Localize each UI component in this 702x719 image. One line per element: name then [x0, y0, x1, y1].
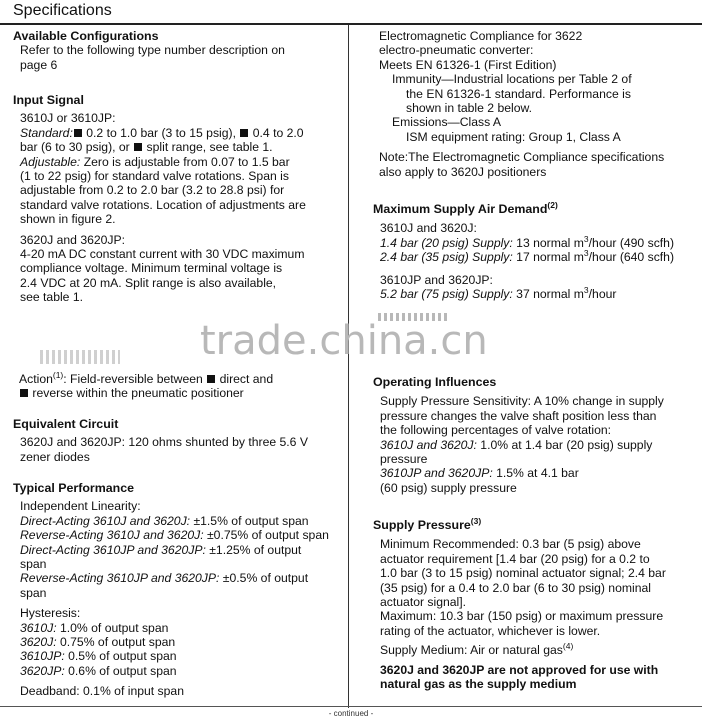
superscript: 3: [583, 233, 589, 244]
text-line: zener diodes: [20, 449, 90, 464]
continued-label: - continued -: [328, 709, 374, 718]
square-bullet-icon: [207, 375, 215, 383]
text: 1.0% of output span: [56, 620, 169, 635]
text: Supply Medium: Air or natural gas: [380, 643, 563, 658]
text: reverse within the pneumatic positioner: [29, 386, 244, 401]
superscript: 3: [583, 248, 589, 259]
text: 0.6% of output span: [64, 663, 177, 678]
text-line: [20, 635, 343, 649]
text-line: (60 psig) supply pressure: [380, 480, 517, 495]
supply-pressure: [373, 515, 698, 692]
label: 5.2 bar (75 psig) Supply:: [380, 287, 513, 302]
text-line: [380, 643, 698, 657]
label: 2.4 bar (35 psig) Supply:: [380, 250, 513, 265]
operating-influences: [373, 375, 698, 495]
header-rule: [0, 23, 702, 25]
text-line: [19, 369, 339, 386]
text-line: Maximum: 10.3 bar (150 psig) or maximum pressure: [380, 609, 664, 624]
subheading: 3610JP and 3620JP:: [380, 272, 493, 287]
text: ±0.75% of output span: [203, 528, 329, 543]
text-line: [20, 649, 343, 663]
section-heading: Operating Influences: [373, 375, 497, 389]
page-title: Specifications: [13, 2, 112, 19]
text: 13 normal m: [512, 235, 584, 250]
text-line: see table 1.: [20, 290, 84, 305]
square-bullet-icon: [74, 129, 82, 137]
warning-line: 3620J and 3620JP are not approved for use with: [380, 662, 659, 677]
max-supply-air-demand: [373, 199, 698, 302]
text-line: [20, 664, 343, 678]
text-line: 2.4 VDC at 20 mA. Split range is also available,: [20, 275, 277, 290]
text-line: pressure changes the valve shaft position less than: [380, 408, 657, 423]
section-heading: Available Configurations: [13, 29, 159, 43]
text-line: shown in table 2 below.: [406, 101, 533, 116]
text-line: Emissions—Class A: [392, 115, 502, 130]
section-heading: [373, 515, 698, 532]
heading-text: Maximum Supply Air Demand: [373, 202, 548, 216]
available-configurations: [13, 29, 285, 72]
text-line: Immunity—Industrial locations per Table 2 of: [392, 72, 632, 87]
text-line: ISM equipment rating: Group 1, Class A: [406, 129, 621, 144]
text: /hour: [588, 287, 617, 302]
text-line: [380, 438, 698, 452]
footnote-ref: (3): [470, 515, 482, 526]
text-line: Electromagnetic Compliance for 3622: [379, 29, 583, 43]
label: Direct-Acting 3610J and 3620J:: [20, 513, 191, 528]
label: Direct-Acting 3610JP and 3620JP:: [20, 542, 206, 557]
subheading: Hysteresis:: [20, 606, 81, 621]
text-line: the following percentages of valve rotation:: [380, 423, 612, 438]
label: 3610J and 3620J:: [380, 437, 477, 452]
text: : Field-reversible between: [63, 372, 207, 386]
subheading: 3610J and 3620J:: [380, 221, 477, 236]
text-line: 1.0 bar (3 to 15 psig) nominal actuator signal; 2.4 bar: [380, 566, 666, 581]
note-line: also apply to 3620J positioners: [379, 164, 547, 179]
label: 1.4 bar (20 psig) Supply:: [380, 235, 513, 250]
text-line: [380, 250, 698, 264]
text-line: Meets EN 61326-1 (First Edition): [379, 57, 557, 72]
label: Reverse-Acting 3610JP and 3620JP:: [20, 571, 220, 586]
text: 0.4 to 2.0: [249, 125, 304, 140]
text-line: the EN 61326-1 standard. Performance is: [406, 86, 631, 101]
text-line: compliance voltage. Minimum terminal voltage is: [20, 261, 283, 276]
subheading: 3620J and 3620JP:: [20, 232, 126, 247]
text: 37 normal m: [512, 287, 584, 302]
emc-block: [379, 29, 699, 179]
text-line: [20, 514, 343, 528]
text-line: rating of the actuator, whichever is lower.: [380, 623, 601, 638]
text-line: actuator requirement [1.4 bar (20 psig) for a 0.2 to: [380, 551, 650, 566]
text-line: Minimum Recommended: 0.3 bar (5 psig) above: [380, 537, 641, 552]
text: 1.0% at 1.4 bar (20 psig) supply: [476, 437, 653, 452]
text: Zero is adjustable from 0.07 to 1.5 bar: [80, 154, 290, 169]
label: 3610JP and 3620JP:: [380, 466, 493, 481]
text: 17 normal m: [512, 250, 584, 265]
text: ±1.5% of output span: [190, 513, 309, 528]
obscured-text: [40, 350, 120, 364]
watermark: trade.china.cn: [200, 318, 488, 364]
input-signal: [13, 93, 343, 305]
text-line: Refer to the following type number description on: [20, 43, 285, 58]
text: direct and: [216, 372, 274, 386]
text-line: [20, 155, 343, 169]
text: /hour (640 scfh): [588, 250, 675, 265]
text-line: [380, 284, 698, 302]
text-line: 3620J and 3620JP: 120 ohms shunted by three 5.6 V: [20, 435, 308, 450]
text: 0.2 to 1.0 bar (3 to 15 psig),: [82, 125, 240, 140]
text: /hour (490 scfh): [588, 235, 675, 250]
text-line: span: [20, 557, 47, 572]
text-line: 4-20 mA DC constant current with 30 VDC maximum: [20, 247, 305, 262]
text: 0.5% of output span: [64, 649, 177, 664]
text-line: [20, 621, 343, 635]
text-line: adjustable from 0.2 to 2.0 bar (3.2 to 28.8 psi) for: [20, 183, 285, 198]
section-heading: Typical Performance: [13, 481, 134, 495]
text: 1.5% at 4.1 bar: [492, 466, 579, 481]
text-line: standard valve rotations. Location of adjustments are: [20, 197, 306, 212]
text: 0.75% of output span: [56, 635, 176, 650]
text-line: [20, 571, 343, 585]
text-line: [20, 528, 343, 542]
subheading: Independent Linearity:: [20, 499, 141, 514]
text-line: page 6: [20, 57, 58, 72]
text-line: shown in figure 2.: [20, 212, 116, 227]
text-line: [19, 386, 339, 400]
equivalent-circuit: [13, 417, 343, 464]
label: Reverse-Acting 3610J and 3620J:: [20, 528, 204, 543]
label: 3610JP:: [20, 649, 65, 664]
square-bullet-icon: [20, 389, 28, 397]
label: Adjustable:: [20, 154, 81, 169]
label: 3620J:: [20, 635, 57, 650]
typical-performance: [13, 481, 343, 699]
note-line: Note:The Electromagnetic Compliance specifications: [379, 150, 665, 165]
heading-text: Supply Pressure: [373, 518, 471, 532]
text: split range, see table 1.: [143, 140, 273, 155]
label: Action: [19, 372, 53, 386]
square-bullet-icon: [134, 143, 142, 151]
text: ±0.5% of output: [219, 571, 309, 586]
text-line: Deadband: 0.1% of input span: [20, 684, 184, 699]
section-heading: [373, 199, 698, 216]
text: bar (6 to 30 psig), or: [20, 140, 134, 155]
column-divider: [348, 25, 349, 708]
section-heading: Equivalent Circuit: [13, 417, 119, 431]
subheading: 3610J or 3610JP:: [20, 111, 116, 126]
action: [19, 369, 339, 401]
label: Standard:: [20, 125, 73, 140]
text-line: [20, 126, 343, 140]
footer-rule: [0, 706, 702, 707]
text-line: electro-pneumatic converter:: [379, 43, 534, 58]
footnote-ref: (2): [547, 199, 558, 210]
text: ±1.25% of output: [205, 542, 302, 557]
footnote-ref: (4): [562, 641, 574, 652]
text-line: (1 to 22 psig) for standard valve rotations. Span is: [20, 169, 289, 184]
section-heading: Input Signal: [13, 93, 84, 107]
text-line: actuator signal].: [380, 595, 467, 610]
text-line: [20, 543, 343, 557]
text-line: (35 psig) for a 0.4 to 2.0 bar (6 to 30 psig) nominal: [380, 580, 651, 595]
warning-line: natural gas as the supply medium: [380, 677, 577, 692]
text-line: Supply Pressure Sensitivity: A 10% change in supply: [380, 394, 664, 409]
text-line: [20, 140, 343, 154]
superscript: 3: [583, 284, 589, 295]
label: 3610J:: [20, 620, 57, 635]
text-line: [380, 466, 698, 480]
footnote-ref: (1): [52, 369, 64, 380]
text-line: pressure: [380, 452, 428, 467]
square-bullet-icon: [240, 129, 248, 137]
label: 3620JP:: [20, 663, 65, 678]
text-line: span: [20, 585, 47, 600]
text-line: [380, 233, 698, 250]
